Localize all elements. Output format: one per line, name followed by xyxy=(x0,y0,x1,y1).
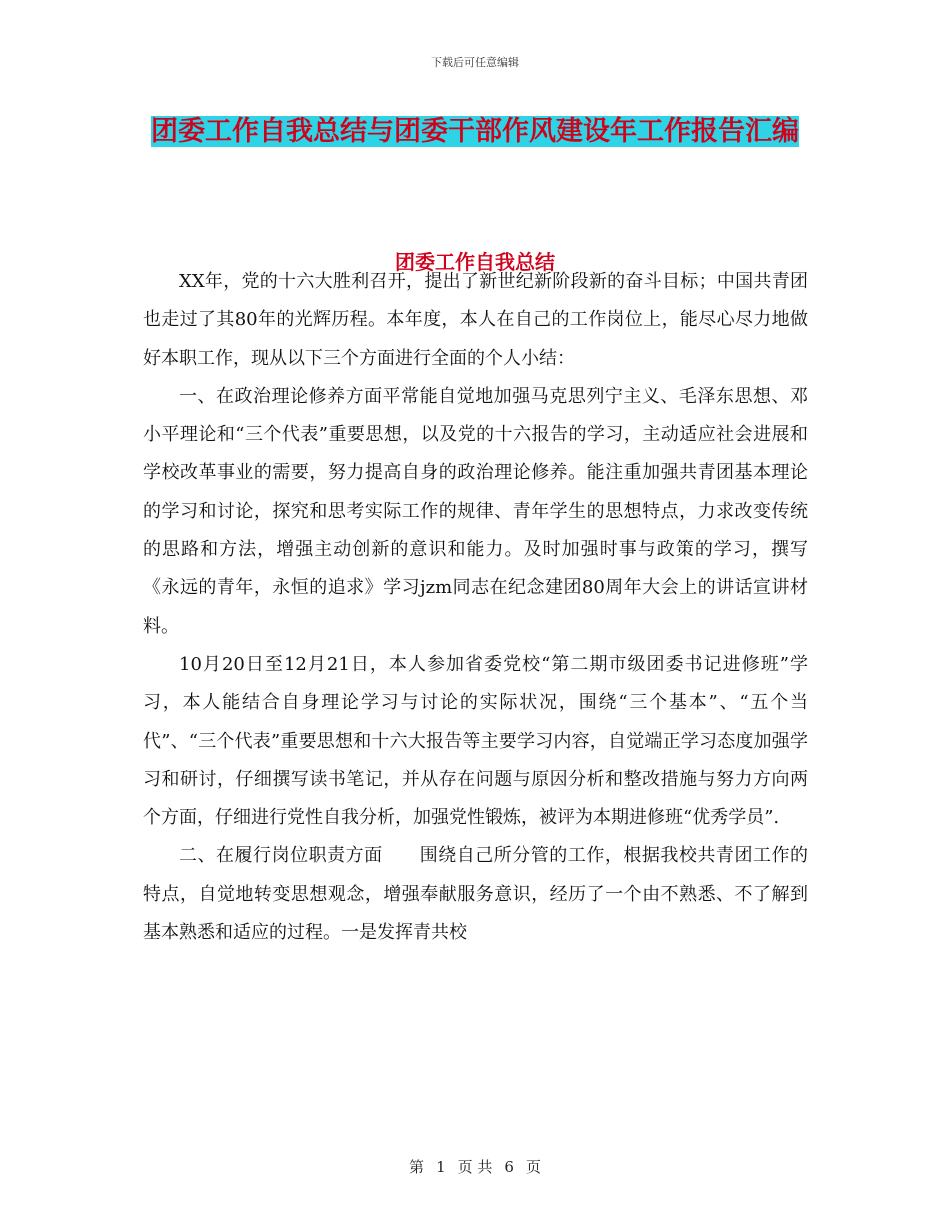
page-footer xyxy=(0,1156,950,1177)
section-title: 团委工作自我总结 xyxy=(395,250,555,274)
header-note: 下载后可任意编辑 xyxy=(431,56,519,69)
paragraph-2: 一、在政治理论修养方面平常能自觉地加强马克思列宁主义、毛泽东思想、邓小平理论和“三个代表”重要思想，以及党的十六报告的学习，主动适应社会进展和学校改革事业的需要，努力提高自身的政治理论修养。能注重加强共青团基本理论的学习和讨论，探究和思考实际工作的规律、青年学生的思想特点，力求改变传统的思路和方法，增强主动创新的意识和能力。及时加强时事与政策的学习，撰写《永远的青年，永恒的追求》学习jzm同志在纪念建团80周年大会上的讲话宣讲材料。 xyxy=(143,385,808,637)
main-title-text: 团委工作自我总结与团委干部作风建设年工作报告汇编 xyxy=(151,116,799,147)
footer-suffix: 页 xyxy=(525,1158,541,1176)
footer-total-pages: 6 xyxy=(504,1158,514,1176)
footer-prefix: 第 xyxy=(409,1158,425,1176)
document-body xyxy=(143,263,808,952)
main-title xyxy=(145,108,805,156)
footer-current-page: 1 xyxy=(436,1158,446,1176)
paragraph-3: 10月20日至12月21日，本人参加省委党校“第二期市级团委书记进修班”学习，本人能结合自身理论学习与讨论的实际状况，围绕“三个基本”、“五个当代”、“三个代表”重要思想和十六大报告等主要学习内容，自觉端正学习态度加强学习和研讨，仔细撰写读书笔记，并从存在问题与原因分析和整改措施与努力方向两个方面，仔细进行党性自我分析，加强党性锻炼，被评为本期进修班“优秀学员”. xyxy=(143,653,808,829)
paragraph-1: XX年，党的十六大胜利召开，提出了新世纪新阶段新的奋斗目标；中国共青团也走过了其80年的光辉历程。本年度，本人在自己的工作岗位上，能尽心尽力地做好本职工作，现从以下三个方面进行全面的个人小结： xyxy=(143,271,808,369)
paragraph-4: 二、在履行岗位职责方面 围绕自己所分管的工作，根据我校共青团工作的特点，自觉地转变思想观念，增强奉献服务意识，经历了一个由不熟悉、不了解到基本熟悉和适应的过程。一是发挥青共校 xyxy=(143,845,808,944)
footer-mid: 页 共 xyxy=(457,1158,493,1176)
